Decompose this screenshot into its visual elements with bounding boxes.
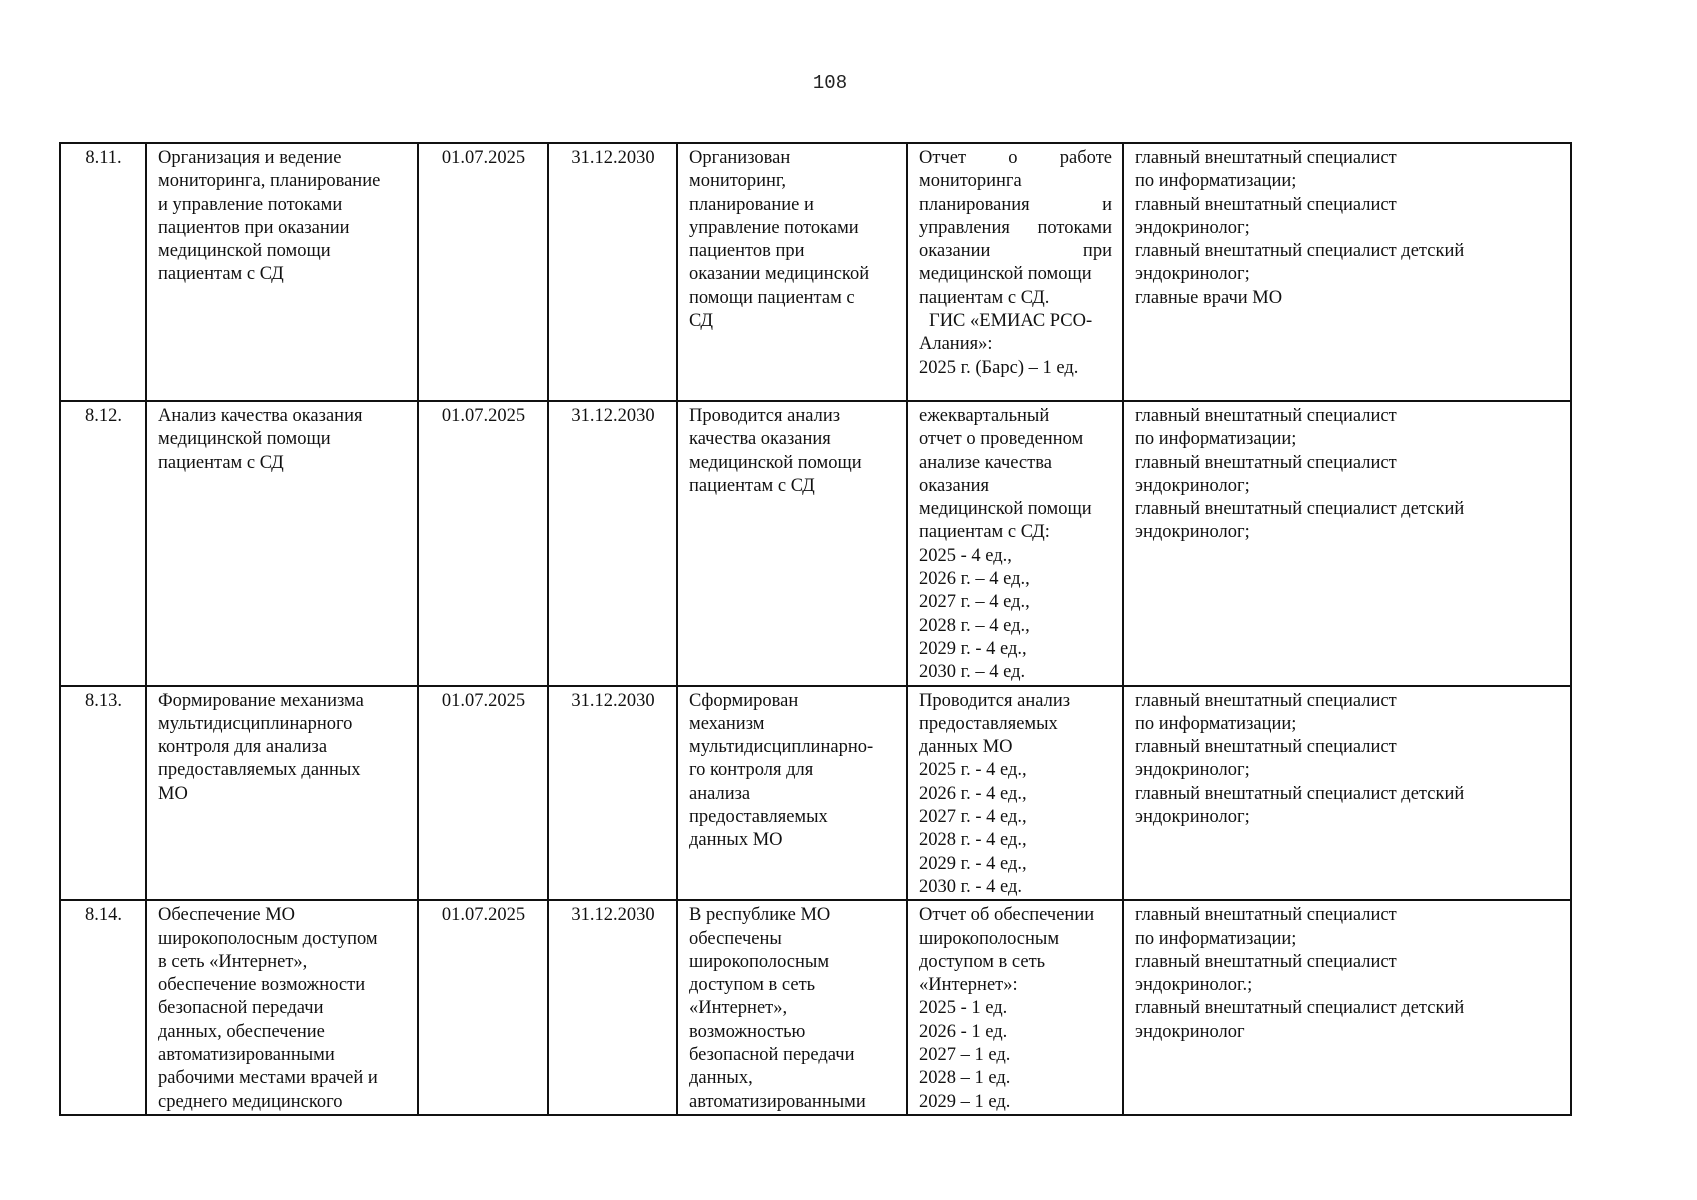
cell-line: предоставляемых данных — [158, 760, 361, 781]
cell-line: го контроля для — [689, 760, 814, 781]
cell-line: эндокринолог; — [1135, 522, 1250, 543]
cell-line: по информатизации; — [1135, 928, 1297, 949]
cell-line: предоставляемых — [689, 807, 828, 828]
cell-line: рабочими местами врачей и — [158, 1068, 378, 1089]
cell-line: широкополосным доступом — [158, 928, 378, 949]
cell-line: 2026 - 1 ед. — [919, 1021, 1008, 1042]
cell-line: предоставляемых — [919, 713, 1058, 734]
cell-line: обеспечение возможности — [158, 975, 366, 996]
cell-line: Организация и ведение — [158, 148, 342, 168]
cell-line: помощи пациентам с — [689, 287, 855, 308]
cell-line: широкополосным — [689, 951, 830, 972]
cell-line: Проводится анализ — [919, 690, 1071, 711]
cell-line: доступом в сеть — [689, 975, 816, 996]
cell-line: 2026 г. - 4 ед., — [919, 783, 1027, 804]
cell-line: 2025 - 1 ед. — [919, 998, 1008, 1019]
cell-line: ежеквартальный — [919, 406, 1050, 426]
end-date-cell: 31.12.2030 — [548, 143, 677, 401]
cell-line: Анализ качества оказания — [158, 406, 363, 426]
cell-line: Отчет о работе — [919, 148, 1112, 168]
cell-line: управление потоками — [689, 217, 859, 238]
report-cell — [907, 686, 1123, 901]
cell-line: мониторинга — [919, 171, 1022, 192]
cell-line: широкополосным — [919, 928, 1060, 949]
cell-line: 2029 г. - 4 ед., — [919, 853, 1027, 874]
report-cell — [907, 401, 1123, 686]
cell-line: пациентам с СД. — [919, 287, 1050, 308]
cell-line: по информатизации; — [1135, 429, 1297, 450]
cell-line: управления потоками — [919, 217, 1112, 238]
cell-line: 2027 г. - 4 ед., — [919, 807, 1027, 828]
cell-line: медицинской помощи — [689, 452, 862, 473]
cell-line: медицинской помощи — [919, 499, 1092, 520]
cell-line: данных МО — [689, 830, 783, 851]
cell-line: эндокринолог; — [1135, 217, 1250, 238]
cell-line: 2030 г. – 4 ед. — [919, 662, 1026, 683]
table-row — [60, 143, 1571, 401]
cell-line: оказании медицинской — [689, 264, 870, 285]
cell-line: пациентам с СД — [158, 452, 284, 473]
cell-line: возможностью — [689, 1021, 806, 1042]
cell-line: пациентам с СД — [689, 475, 815, 496]
cell-line: и управление потоками — [158, 194, 343, 215]
start-date-cell: 01.07.2025 — [418, 401, 548, 686]
start-date-cell: 01.07.2025 — [418, 900, 548, 1115]
cell-line: главный внештатный специалист — [1135, 406, 1397, 426]
responsible-cell — [1123, 686, 1571, 901]
responsible-cell — [1123, 143, 1571, 401]
cell-line: 2027 – 1 ед. — [919, 1045, 1011, 1066]
cell-line: данных, обеспечение — [158, 1021, 325, 1042]
cell-line: 2030 г. - 4 ед. — [919, 876, 1023, 897]
cell-line: «Интернет»: — [919, 975, 1018, 996]
cell-line: эндокринолог; — [1135, 807, 1250, 828]
start-date-cell: 01.07.2025 — [418, 143, 548, 401]
cell-line: главные врачи МО — [1135, 287, 1283, 308]
cell-line: главный внештатный специалист — [1135, 148, 1397, 168]
end-date-cell: 31.12.2030 — [548, 401, 677, 686]
end-date-cell: 31.12.2030 — [548, 686, 677, 901]
cell-line: ГИС «ЕМИАС РСО- — [929, 311, 1093, 332]
cell-line: механизм — [689, 713, 765, 734]
cell-line: 2025 - 4 ед., — [919, 545, 1012, 566]
cell-line: данных МО — [919, 737, 1013, 758]
result-cell — [677, 900, 907, 1115]
item-number-cell: 8.13. — [60, 686, 146, 901]
responsible-cell — [1123, 900, 1571, 1115]
cell-line: пациентов при — [689, 241, 805, 262]
start-date-cell: 01.07.2025 — [418, 686, 548, 901]
cell-line: главный внештатный специалист — [1135, 737, 1397, 758]
item-number-cell: 8.12. — [60, 401, 146, 686]
cell-line: 2025 г. (Барс) – 1 ед. — [919, 357, 1079, 378]
cell-line: в сеть «Интернет», — [158, 951, 308, 972]
item-number-cell: 8.14. — [60, 900, 146, 1115]
cell-line: качества оказания — [689, 429, 831, 450]
cell-line: медицинской помощи — [919, 264, 1092, 285]
cell-line: медицинской помощи — [158, 429, 331, 450]
cell-line: главный внештатный специалист — [1135, 951, 1397, 972]
cell-line: доступом в сеть — [919, 951, 1046, 972]
cell-line: «Интернет», — [689, 998, 788, 1019]
cell-line: среднего медицинского — [158, 1091, 343, 1112]
cell-line: мультидисциплинарного — [158, 713, 353, 734]
cell-line: Проводится анализ — [689, 406, 841, 426]
cell-line: Организован — [689, 148, 791, 168]
cell-line: главный внештатный специалист — [1135, 194, 1397, 215]
cell-line: мониторинг, — [689, 171, 787, 192]
cell-line: Формирование механизма — [158, 690, 364, 711]
cell-line: медицинской помощи — [158, 241, 331, 262]
report-cell — [907, 143, 1123, 401]
cell-line: главный внештатный специалист — [1135, 452, 1397, 473]
result-cell — [677, 686, 907, 901]
table-row — [60, 686, 1571, 901]
cell-line: главный внештатный специалист детский — [1135, 241, 1465, 262]
cell-line: эндокринолог; — [1135, 264, 1250, 285]
cell-line: главный внештатный специалист — [1135, 690, 1397, 711]
cell-line: главный внештатный специалист детский — [1135, 499, 1465, 520]
result-cell — [677, 401, 907, 686]
cell-line: эндокринолог; — [1135, 475, 1250, 496]
cell-line: пациентам с СД — [158, 264, 284, 285]
cell-line: мультидисциплинарно- — [689, 737, 874, 758]
cell-line: планирования и — [919, 194, 1112, 215]
cell-line: эндокринолог — [1135, 1021, 1245, 1042]
cell-line: главный внештатный специалист детский — [1135, 783, 1465, 804]
cell-line: по информатизации; — [1135, 171, 1297, 192]
cell-line: безопасной передачи — [158, 998, 324, 1019]
cell-line: данных, — [689, 1068, 753, 1089]
cell-line: 2028 – 1 ед. — [919, 1068, 1011, 1089]
cell-line: эндокринолог.; — [1135, 975, 1253, 996]
cell-line: Сформирован — [689, 690, 799, 711]
cell-line: 2029 – 1 ед. — [919, 1091, 1011, 1112]
cell-line: отчет о проведенном — [919, 429, 1084, 450]
cell-line: Отчет об обеспечении — [919, 905, 1095, 926]
report-cell — [907, 900, 1123, 1115]
cell-line: 2025 г. - 4 ед., — [919, 760, 1027, 781]
cell-line: 2029 г. - 4 ед., — [919, 638, 1027, 659]
measure-title-cell — [146, 401, 418, 686]
cell-line: пациентам с СД: — [919, 522, 1050, 543]
measure-title-cell — [146, 900, 418, 1115]
cell-line: 2027 г. – 4 ед., — [919, 592, 1030, 613]
cell-line: мониторинга, планирование — [158, 171, 381, 192]
cell-line: СД — [689, 311, 714, 332]
measure-title-cell — [146, 143, 418, 401]
cell-line: анализа — [689, 783, 751, 804]
cell-line: эндокринолог; — [1135, 760, 1250, 781]
cell-line: главный внештатный специалист детский — [1135, 998, 1465, 1019]
cell-line: автоматизированными — [158, 1045, 335, 1066]
cell-line: обеспечены — [689, 928, 782, 949]
cell-line: оказания — [919, 475, 989, 496]
cell-line: Алания»: — [919, 334, 993, 355]
cell-line: главный внештатный специалист — [1135, 905, 1397, 926]
cell-line: МО — [158, 783, 188, 804]
cell-line: 2026 г. – 4 ед., — [919, 569, 1030, 590]
cell-line: 2028 г. – 4 ед., — [919, 615, 1030, 636]
item-number-cell: 8.11. — [60, 143, 146, 401]
page-number: 108 — [812, 72, 848, 94]
cell-line: оказании при — [919, 241, 1112, 262]
cell-line: по информатизации; — [1135, 713, 1297, 734]
cell-line: контроля для анализа — [158, 737, 328, 758]
cell-line: пациентов при оказании — [158, 217, 350, 238]
cell-line: планирование и — [689, 194, 814, 215]
cell-line: анализе качества — [919, 452, 1052, 473]
cell-line: Обеспечение МО — [158, 905, 296, 926]
cell-line: автоматизированными — [689, 1091, 866, 1112]
end-date-cell: 31.12.2030 — [548, 900, 677, 1115]
measures-table — [59, 142, 1572, 1116]
measure-title-cell — [146, 686, 418, 901]
table-row — [60, 401, 1571, 686]
result-cell — [677, 143, 907, 401]
table-body — [60, 143, 1571, 1115]
cell-line: безопасной передачи — [689, 1045, 855, 1066]
cell-line: 2028 г. - 4 ед., — [919, 830, 1027, 851]
responsible-cell — [1123, 401, 1571, 686]
cell-line: В республике МО — [689, 905, 831, 926]
table-row — [60, 900, 1571, 1115]
